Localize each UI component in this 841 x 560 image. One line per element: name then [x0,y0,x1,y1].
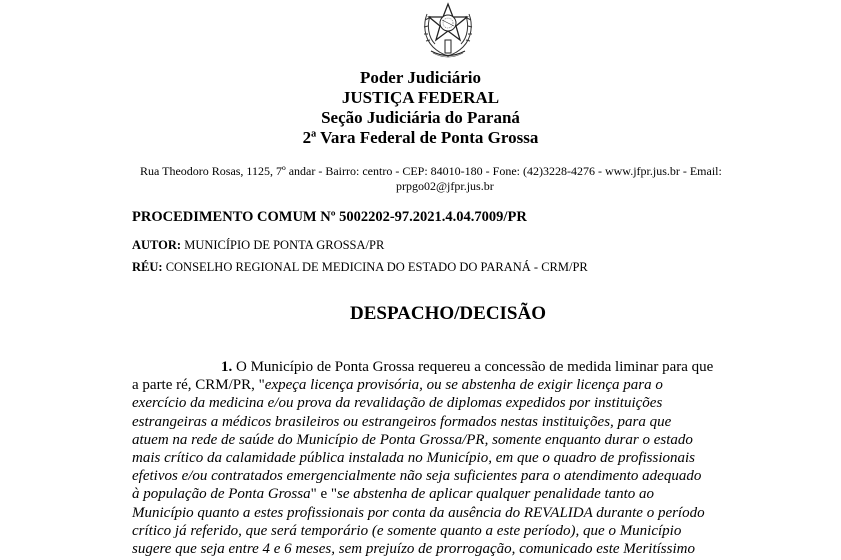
paragraph-line: mais crítico da calamidade pública instalada no Município, em que o quadro de profissionais [132,450,696,467]
paragraph-line: exercício da medicina e/ou prova da revalidação de diplomas expedidos por instituições [132,395,663,412]
paragraph-text: " e " [310,486,338,503]
document-title: DESPACHO/DECISÃO [349,303,546,324]
brasao-da-republica-icon [419,0,477,62]
procedure-number: PROCEDIMENTO COMUM Nº 5002202-97.2021.4.04.7009/PR [132,209,527,225]
header-line-2: JUSTIÇA FEDERAL [341,88,500,107]
address-email: prpgo02@jfpr.jus.br [396,179,494,193]
paragraph-line: Município quanto a estes profissionais por conta da ausência do REVALIDA durante o período [132,504,705,521]
paragraph-line: estrangeiras a médicos brasileiros ou estrangeiros formados nestas instituições, para que [132,413,672,430]
paragraph-line: efetivos e/ou contratados emergencialmente não seja suficientes para o atendimento adequado [132,468,702,485]
autor-value: MUNICÍPIO DE PONTA GROSSA/PR [184,238,385,252]
autor-line [132,237,384,253]
paragraph-line: sugere que seja entre 4 e 6 meses, sem prejuízo de prorrogação, comunicado este Meritíssimo [132,541,695,558]
court-address [140,164,780,194]
paragraph-line [132,485,766,503]
paragraph-text: a parte ré, CRM/PR, " [132,377,265,394]
paragraph-number: 1. [221,359,233,375]
court-header [0,68,841,148]
paragraph-line: atuem na rede de saúde do Município de Ponta Grossa/PR, somente enquanto durar o estado [132,431,693,448]
paragraph-quote: à população de Ponta Grossa [132,486,311,503]
paragraph-text: O Município de Ponta Grossa requereu a concessão de medida liminar para que [236,359,714,375]
paragraph-line [132,358,766,376]
address-line-1: Rua Theodoro Rosas, 1125, 7º andar - Bairro: centro - CEP: 84010-180 - Fone: (42)3228-4276 - www.jfpr.jus.br - Email: [140,164,722,178]
header-line-4: 2ª Vara Federal de Ponta Grossa [302,128,539,147]
reu-label: RÉU: [132,260,163,274]
paragraph-line: crítico já referido, que será temporário (e somente quanto a este período), que o Município [132,522,682,539]
reu-line [132,259,588,275]
autor-label: AUTOR: [132,238,182,252]
paragraph-quote: expeça licença provisória, ou se abstenha de exigir licença para o [264,377,663,394]
reu-value: CONSELHO REGIONAL DE MEDICINA DO ESTADO DO PARANÁ - CRM/PR [165,260,588,274]
header-line-3: Seção Judiciária do Paraná [321,108,520,127]
header-line-1: Poder Judiciário [359,68,482,87]
paragraph-line [132,376,766,394]
decision-paragraph [132,358,766,558]
paragraph-quote: se abstenha de aplicar qualquer penalidade tanto ao [337,486,655,503]
